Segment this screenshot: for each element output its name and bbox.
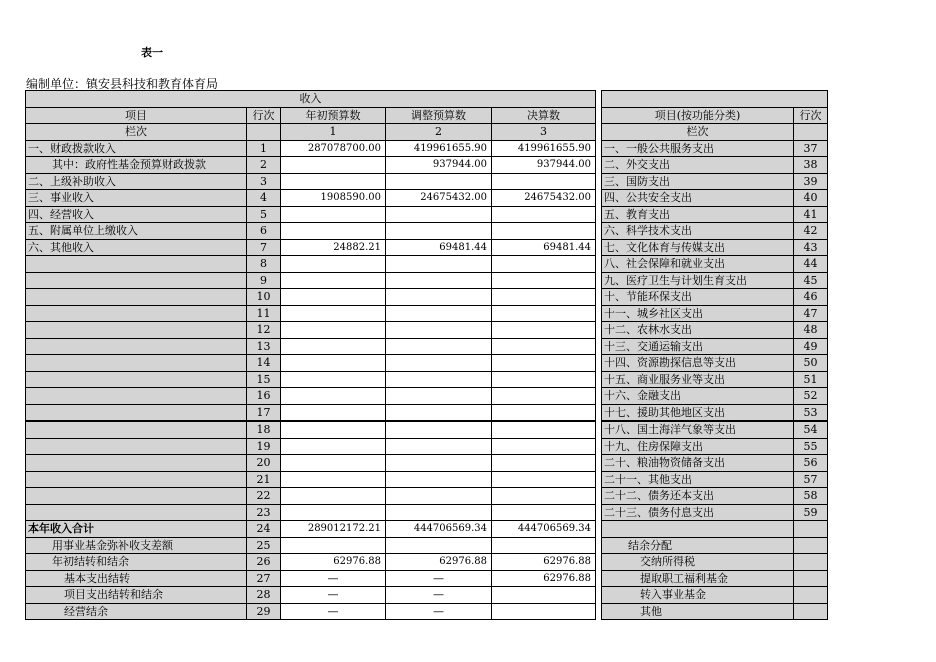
expense-group-header bbox=[602, 91, 828, 108]
final-cell bbox=[492, 206, 596, 223]
header-budget: 年初预算数 bbox=[281, 107, 386, 124]
colno-item: 栏次 bbox=[26, 124, 247, 141]
budget-cell bbox=[281, 488, 386, 505]
final-cell bbox=[492, 537, 596, 554]
table-row bbox=[26, 322, 828, 339]
expense-item-cell: 十三、交通运输支出 bbox=[602, 338, 794, 355]
expense-line-cell bbox=[794, 570, 828, 587]
final-cell bbox=[492, 404, 596, 421]
table-row bbox=[26, 404, 828, 421]
final-cell bbox=[492, 272, 596, 289]
final-cell: 69481.44 bbox=[492, 239, 596, 256]
budget-cell bbox=[281, 272, 386, 289]
income-line-cell: 24 bbox=[247, 521, 281, 538]
income-line-cell: 19 bbox=[247, 438, 281, 455]
budget-cell bbox=[281, 173, 386, 190]
header-columns-row bbox=[26, 107, 828, 124]
expense-item-cell: 一、一般公共服务支出 bbox=[602, 140, 794, 157]
adjusted-cell bbox=[386, 305, 492, 322]
header-adjusted: 调整预算数 bbox=[386, 107, 492, 124]
income-item-cell bbox=[26, 471, 247, 488]
income-line-cell: 1 bbox=[247, 140, 281, 157]
budget-cell: 62976.88 bbox=[281, 554, 386, 571]
table-row bbox=[26, 305, 828, 322]
income-item-cell bbox=[26, 305, 247, 322]
budget-cell bbox=[281, 355, 386, 372]
income-line-cell: 8 bbox=[247, 256, 281, 273]
expense-line-cell: 54 bbox=[794, 421, 828, 438]
expense-line-cell: 40 bbox=[794, 190, 828, 207]
expense-item-cell: 十五、商业服务业等支出 bbox=[602, 371, 794, 388]
expense-item-cell: 交纳所得税 bbox=[602, 554, 794, 571]
table-row bbox=[26, 504, 828, 521]
adjusted-cell bbox=[386, 404, 492, 421]
final-cell bbox=[492, 322, 596, 339]
income-item-cell bbox=[26, 438, 247, 455]
income-item-cell: 用事业基金弥补收支差额 bbox=[26, 537, 247, 554]
expense-item-cell: 十八、国土海洋气象等支出 bbox=[602, 421, 794, 438]
header-group-row bbox=[26, 91, 828, 108]
colno-exp-line bbox=[794, 124, 828, 141]
final-cell bbox=[492, 388, 596, 405]
expense-item-cell: 六、科学技术支出 bbox=[602, 223, 794, 240]
table-row bbox=[26, 471, 828, 488]
expense-item-cell: 提取职工福利基金 bbox=[602, 570, 794, 587]
income-line-cell: 11 bbox=[247, 305, 281, 322]
table-row bbox=[26, 587, 828, 604]
header-colno-row bbox=[26, 124, 828, 141]
expense-line-cell: 59 bbox=[794, 504, 828, 521]
expense-item-cell: 二十、粮油物资储备支出 bbox=[602, 455, 794, 472]
budget-cell bbox=[281, 157, 386, 174]
header-final: 决算数 bbox=[492, 107, 596, 124]
budget-cell bbox=[281, 322, 386, 339]
income-line-cell: 13 bbox=[247, 338, 281, 355]
income-item-cell: 一、财政拨款收入 bbox=[26, 140, 247, 157]
adjusted-cell bbox=[386, 388, 492, 405]
income-line-cell: 2 bbox=[247, 157, 281, 174]
table-row bbox=[26, 521, 828, 538]
header-item: 项目 bbox=[26, 107, 247, 124]
income-line-cell: 14 bbox=[247, 355, 281, 372]
final-cell bbox=[492, 488, 596, 505]
budget-cell: 1908590.00 bbox=[281, 190, 386, 207]
colno-line bbox=[247, 124, 281, 141]
income-item-cell bbox=[26, 504, 247, 521]
expense-line-cell bbox=[794, 587, 828, 604]
income-line-cell: 3 bbox=[247, 173, 281, 190]
table-row bbox=[26, 570, 828, 587]
final-cell: 62976.88 bbox=[492, 570, 596, 587]
income-line-cell: 4 bbox=[247, 190, 281, 207]
expense-item-cell: 十、节能环保支出 bbox=[602, 289, 794, 306]
income-item-cell: 四、经营收入 bbox=[26, 206, 247, 223]
table-row bbox=[26, 554, 828, 571]
adjusted-cell: 24675432.00 bbox=[386, 190, 492, 207]
final-cell: 937944.00 bbox=[492, 157, 596, 174]
adjusted-cell bbox=[386, 322, 492, 339]
income-line-cell: 5 bbox=[247, 206, 281, 223]
expense-line-cell: 52 bbox=[794, 388, 828, 405]
budget-cell: — bbox=[281, 587, 386, 604]
expense-line-cell: 51 bbox=[794, 371, 828, 388]
final-cell bbox=[492, 305, 596, 322]
table-row bbox=[26, 488, 828, 505]
expense-line-cell bbox=[794, 554, 828, 571]
final-cell bbox=[492, 587, 596, 604]
table-row bbox=[26, 190, 828, 207]
final-cell bbox=[492, 455, 596, 472]
table-row bbox=[26, 388, 828, 405]
income-line-cell: 27 bbox=[247, 570, 281, 587]
adjusted-cell bbox=[386, 455, 492, 472]
adjusted-cell bbox=[386, 256, 492, 273]
income-line-cell: 28 bbox=[247, 587, 281, 604]
expense-line-cell: 53 bbox=[794, 404, 828, 421]
header-line: 行次 bbox=[247, 107, 281, 124]
expense-line-cell: 37 bbox=[794, 140, 828, 157]
expense-line-cell: 47 bbox=[794, 305, 828, 322]
final-cell bbox=[492, 504, 596, 521]
final-cell bbox=[492, 421, 596, 438]
income-item-cell bbox=[26, 355, 247, 372]
income-line-cell: 25 bbox=[247, 537, 281, 554]
adjusted-cell: 62976.88 bbox=[386, 554, 492, 571]
final-cell: 419961655.90 bbox=[492, 140, 596, 157]
income-line-cell: 17 bbox=[247, 404, 281, 421]
adjusted-cell bbox=[386, 355, 492, 372]
table-row bbox=[26, 173, 828, 190]
table-row bbox=[26, 371, 828, 388]
expense-line-cell: 39 bbox=[794, 173, 828, 190]
final-cell bbox=[492, 355, 596, 372]
expense-line-cell: 44 bbox=[794, 256, 828, 273]
adjusted-cell bbox=[386, 272, 492, 289]
table-row bbox=[26, 421, 828, 438]
table-row bbox=[26, 338, 828, 355]
expense-line-cell: 57 bbox=[794, 471, 828, 488]
final-cell bbox=[492, 173, 596, 190]
income-line-cell: 12 bbox=[247, 322, 281, 339]
expense-item-cell: 七、文化体育与传媒支出 bbox=[602, 239, 794, 256]
final-cell: 24675432.00 bbox=[492, 190, 596, 207]
adjusted-cell bbox=[386, 338, 492, 355]
table-row bbox=[26, 223, 828, 240]
budget-cell: 287078700.00 bbox=[281, 140, 386, 157]
final-cell bbox=[492, 223, 596, 240]
budget-cell bbox=[281, 388, 386, 405]
income-item-cell: 五、附属单位上缴收入 bbox=[26, 223, 247, 240]
income-item-cell: 其中：政府性基金预算财政拨款 bbox=[26, 157, 247, 174]
table-row bbox=[26, 157, 828, 174]
final-cell bbox=[492, 603, 596, 620]
adjusted-cell bbox=[386, 537, 492, 554]
table-row bbox=[26, 455, 828, 472]
income-item-cell bbox=[26, 488, 247, 505]
income-item-cell bbox=[26, 455, 247, 472]
colno-final: 3 bbox=[492, 124, 596, 141]
header-exp-line: 行次 bbox=[794, 107, 828, 124]
expense-item-cell: 十七、援助其他地区支出 bbox=[602, 404, 794, 421]
income-line-cell: 26 bbox=[247, 554, 281, 571]
income-line-cell: 16 bbox=[247, 388, 281, 405]
expense-item-cell: 二十二、债务还本支出 bbox=[602, 488, 794, 505]
budget-cell bbox=[281, 206, 386, 223]
income-item-cell bbox=[26, 388, 247, 405]
adjusted-cell bbox=[386, 504, 492, 521]
expense-item-cell: 结余分配 bbox=[602, 537, 794, 554]
income-item-cell bbox=[26, 338, 247, 355]
table-row bbox=[26, 206, 828, 223]
report-title: 表一 bbox=[141, 46, 163, 59]
income-item-cell bbox=[26, 289, 247, 306]
adjusted-cell bbox=[386, 438, 492, 455]
expense-item-cell: 十九、住房保障支出 bbox=[602, 438, 794, 455]
table-row bbox=[26, 438, 828, 455]
expense-line-cell: 58 bbox=[794, 488, 828, 505]
table-row bbox=[26, 355, 828, 372]
budget-cell bbox=[281, 421, 386, 438]
final-cell bbox=[492, 256, 596, 273]
expense-item-cell: 转入事业基金 bbox=[602, 587, 794, 604]
unit-label: 编制单位：镇安县科技和教育体育局 bbox=[26, 77, 219, 91]
expense-item-cell: 四、公共安全支出 bbox=[602, 190, 794, 207]
income-item-cell bbox=[26, 421, 247, 438]
final-cell: 444706569.34 bbox=[492, 521, 596, 538]
budget-cell bbox=[281, 256, 386, 273]
expense-item-cell: 十六、金融支出 bbox=[602, 388, 794, 405]
expense-line-cell: 46 bbox=[794, 289, 828, 306]
adjusted-cell: — bbox=[386, 570, 492, 587]
adjusted-cell bbox=[386, 471, 492, 488]
income-line-cell: 10 bbox=[247, 289, 281, 306]
income-item-cell: 项目支出结转和结余 bbox=[26, 587, 247, 604]
colno-exp-item: 栏次 bbox=[602, 124, 794, 141]
adjusted-cell: — bbox=[386, 587, 492, 604]
income-line-cell: 15 bbox=[247, 371, 281, 388]
income-item-cell: 经营结余 bbox=[26, 603, 247, 620]
expense-line-cell: 45 bbox=[794, 272, 828, 289]
adjusted-cell: — bbox=[386, 603, 492, 620]
expense-line-cell: 50 bbox=[794, 355, 828, 372]
final-cell bbox=[492, 338, 596, 355]
colno-adjusted: 2 bbox=[386, 124, 492, 141]
income-item-cell: 二、上级补助收入 bbox=[26, 173, 247, 190]
budget-cell bbox=[281, 305, 386, 322]
budget-cell bbox=[281, 537, 386, 554]
table-row bbox=[26, 272, 828, 289]
adjusted-cell: 69481.44 bbox=[386, 239, 492, 256]
header-exp-item: 项目(按功能分类) bbox=[602, 107, 794, 124]
expense-line-cell bbox=[794, 537, 828, 554]
income-line-cell: 20 bbox=[247, 455, 281, 472]
expense-line-cell bbox=[794, 521, 828, 538]
budget-cell: — bbox=[281, 603, 386, 620]
expense-item-cell: 十一、城乡社区支出 bbox=[602, 305, 794, 322]
expense-line-cell bbox=[794, 603, 828, 620]
final-cell bbox=[492, 371, 596, 388]
income-item-cell bbox=[26, 272, 247, 289]
expense-line-cell: 42 bbox=[794, 223, 828, 240]
expense-line-cell: 48 bbox=[794, 322, 828, 339]
income-line-cell: 6 bbox=[247, 223, 281, 240]
budget-cell bbox=[281, 289, 386, 306]
adjusted-cell: 937944.00 bbox=[386, 157, 492, 174]
income-item-cell bbox=[26, 371, 247, 388]
expense-item-cell: 八、社会保障和就业支出 bbox=[602, 256, 794, 273]
budget-cell bbox=[281, 404, 386, 421]
expense-item-cell: 五、教育支出 bbox=[602, 206, 794, 223]
expense-item-cell bbox=[602, 521, 794, 538]
expense-item-cell: 二十一、其他支出 bbox=[602, 471, 794, 488]
expense-item-cell: 九、医疗卫生与计划生育支出 bbox=[602, 272, 794, 289]
income-line-cell: 21 bbox=[247, 471, 281, 488]
adjusted-cell: 444706569.34 bbox=[386, 521, 492, 538]
income-item-cell: 三、事业收入 bbox=[26, 190, 247, 207]
expense-item-cell: 十二、农林水支出 bbox=[602, 322, 794, 339]
table-row bbox=[26, 140, 828, 157]
table-row bbox=[26, 537, 828, 554]
budget-cell: 24882.21 bbox=[281, 239, 386, 256]
budget-cell bbox=[281, 455, 386, 472]
income-line-cell: 29 bbox=[247, 603, 281, 620]
adjusted-cell bbox=[386, 206, 492, 223]
expense-line-cell: 49 bbox=[794, 338, 828, 355]
expense-line-cell: 43 bbox=[794, 239, 828, 256]
budget-cell bbox=[281, 438, 386, 455]
income-item-cell: 本年收入合计 bbox=[26, 521, 247, 538]
expense-item-cell: 二十三、债务付息支出 bbox=[602, 504, 794, 521]
colno-budget: 1 bbox=[281, 124, 386, 141]
budget-cell bbox=[281, 338, 386, 355]
expense-item-cell: 十四、资源勘探信息等支出 bbox=[602, 355, 794, 372]
budget-cell bbox=[281, 471, 386, 488]
adjusted-cell bbox=[386, 421, 492, 438]
adjusted-cell bbox=[386, 488, 492, 505]
expense-line-cell: 41 bbox=[794, 206, 828, 223]
final-cell: 62976.88 bbox=[492, 554, 596, 571]
adjusted-cell bbox=[386, 371, 492, 388]
income-line-cell: 22 bbox=[247, 488, 281, 505]
income-line-cell: 18 bbox=[247, 421, 281, 438]
income-line-cell: 7 bbox=[247, 239, 281, 256]
expense-item-cell: 二、外交支出 bbox=[602, 157, 794, 174]
final-cell bbox=[492, 438, 596, 455]
income-item-cell: 六、其他收入 bbox=[26, 239, 247, 256]
table-row bbox=[26, 256, 828, 273]
final-cell bbox=[492, 289, 596, 306]
income-item-cell: 基本支出结转 bbox=[26, 570, 247, 587]
income-group-header: 收入 bbox=[26, 91, 596, 108]
adjusted-cell bbox=[386, 173, 492, 190]
income-item-cell bbox=[26, 322, 247, 339]
adjusted-cell bbox=[386, 223, 492, 240]
adjusted-cell: 419961655.90 bbox=[386, 140, 492, 157]
expense-item-cell: 其他 bbox=[602, 603, 794, 620]
table-row bbox=[26, 603, 828, 620]
table-row bbox=[26, 289, 828, 306]
expense-line-cell: 55 bbox=[794, 438, 828, 455]
budget-sheet bbox=[25, 90, 828, 620]
budget-cell: 289012172.21 bbox=[281, 521, 386, 538]
final-cell bbox=[492, 471, 596, 488]
income-line-cell: 9 bbox=[247, 272, 281, 289]
income-item-cell bbox=[26, 256, 247, 273]
expense-item-cell: 三、国防支出 bbox=[602, 173, 794, 190]
budget-cell bbox=[281, 223, 386, 240]
expense-line-cell: 56 bbox=[794, 455, 828, 472]
table-row bbox=[26, 239, 828, 256]
expense-line-cell: 38 bbox=[794, 157, 828, 174]
income-item-cell bbox=[26, 404, 247, 421]
budget-cell: — bbox=[281, 570, 386, 587]
income-item-cell: 年初结转和结余 bbox=[26, 554, 247, 571]
budget-cell bbox=[281, 504, 386, 521]
adjusted-cell bbox=[386, 289, 492, 306]
income-line-cell: 23 bbox=[247, 504, 281, 521]
budget-cell bbox=[281, 371, 386, 388]
